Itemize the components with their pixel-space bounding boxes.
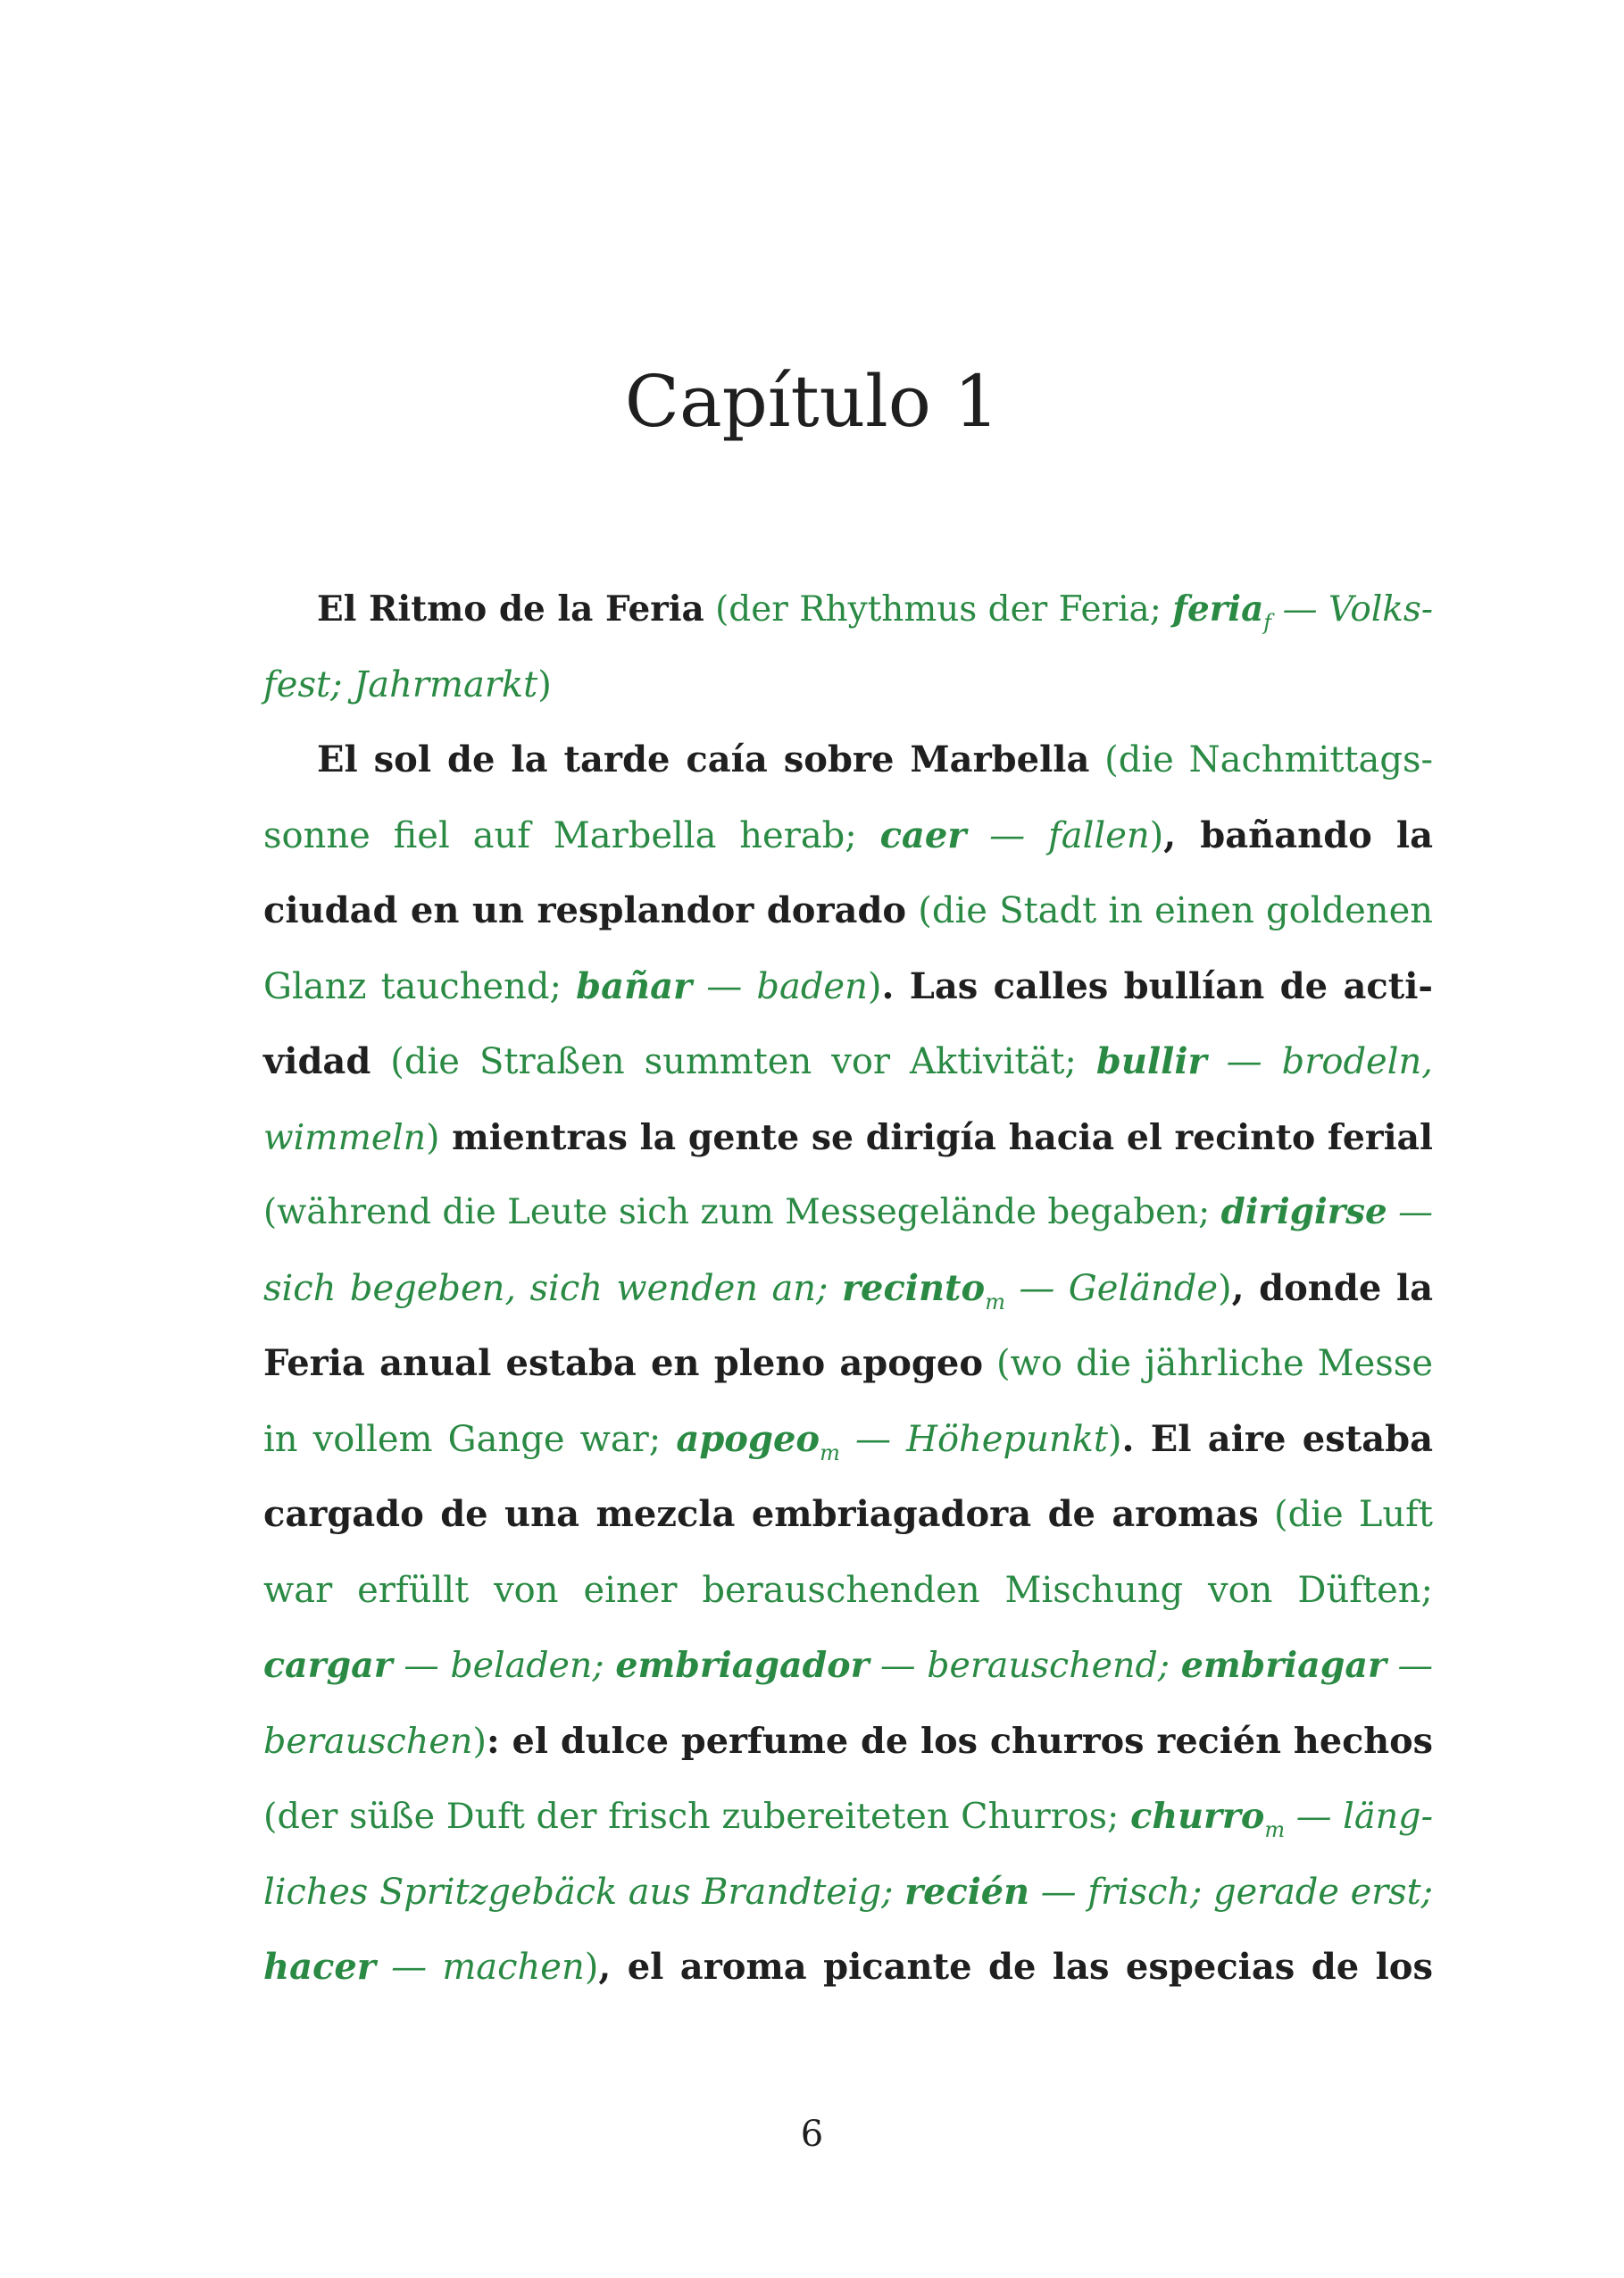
german-gloss-italic: — machen	[375, 1947, 585, 1988]
text-line	[263, 873, 1433, 949]
text-line	[263, 1175, 1433, 1251]
german-gloss: (die Stadt in einen goldenen	[906, 890, 1433, 931]
text-line	[263, 1855, 1433, 1931]
text-line	[263, 798, 1433, 874]
german-gloss: in vollem Gange war;	[263, 1418, 677, 1460]
text-line	[263, 1251, 1433, 1327]
german-gloss-italic: — Höhepunkt	[839, 1418, 1108, 1460]
spanish-text: vidad	[263, 1040, 371, 1082]
text-line	[263, 1553, 1433, 1629]
german-gloss-italic: — läng-	[1285, 1796, 1433, 1837]
gender-marker: m	[1264, 1817, 1286, 1842]
german-gloss-italic: wimmeln	[263, 1116, 427, 1158]
german-gloss: sonne fiel auf Marbella herab;	[263, 814, 880, 856]
german-gloss: war erfüllt von einer berauschenden Mischung von Düften;	[263, 1569, 1433, 1611]
page-number: 6	[800, 2114, 824, 2155]
text-line	[263, 1930, 1433, 2006]
text-line	[263, 722, 1433, 798]
spanish-text: El sol de la tarde caía sobre Marbella	[317, 738, 1090, 780]
german-gloss: )	[1149, 814, 1164, 856]
bilingual-text	[263, 572, 1433, 2006]
german-gloss-italic: — brodeln,	[1206, 1041, 1433, 1082]
german-gloss: )	[584, 1947, 599, 1988]
keyword: bullir	[1095, 1040, 1207, 1082]
german-gloss: (die Straßen summten vor Aktivität;	[371, 1041, 1096, 1082]
text-line	[263, 1024, 1433, 1100]
german-gloss-italic: — Gelände	[1004, 1267, 1219, 1309]
german-gloss-italic: — frisch; gerade erst;	[1029, 1871, 1433, 1913]
german-gloss: (der süße Duft der frisch zubereiteten Churros;	[263, 1796, 1131, 1837]
gender-marker: m	[820, 1439, 840, 1465]
german-gloss: (die Nachmittags-	[1089, 739, 1433, 780]
keyword: recinto	[841, 1266, 986, 1309]
spanish-text: cargado de una mezcla embriagadora de aromas	[263, 1493, 1259, 1535]
spanish-text: : el dulce perfume de los churros recién hechos	[486, 1720, 1433, 1762]
german-gloss-italic: berauschen	[263, 1720, 473, 1762]
text-line	[263, 1628, 1433, 1704]
keyword: embriagador	[615, 1645, 870, 1686]
keyword: apogeo	[676, 1417, 820, 1460]
german-gloss: )	[537, 663, 552, 705]
german-gloss: (der Rhythmus der Feria;	[704, 589, 1173, 630]
german-gloss: )	[867, 965, 882, 1007]
text-line	[263, 1704, 1433, 1780]
text-line	[263, 572, 1433, 647]
german-gloss-italic: — baden	[692, 965, 868, 1007]
german-gloss-italic: —	[1386, 1645, 1433, 1686]
keyword: recién	[904, 1871, 1030, 1913]
keyword: bañar	[576, 964, 693, 1007]
spanish-text: El Ritmo de la Feria	[317, 588, 704, 630]
german-gloss: Glanz tauchend;	[263, 965, 577, 1007]
german-gloss: )	[472, 1720, 487, 1762]
german-gloss: )	[1218, 1267, 1232, 1309]
german-gloss-italic: — Volks-	[1271, 589, 1434, 630]
spanish-text: , donde la	[1231, 1266, 1433, 1309]
spanish-text: mientras la gente se dirigía hacia el recinto ferial	[439, 1116, 1433, 1158]
keyword: cargar	[263, 1645, 393, 1686]
german-gloss: (die Luft	[1258, 1494, 1433, 1535]
spanish-text: , el aroma picante de las especias de los	[598, 1946, 1433, 1988]
text-line	[263, 1100, 1433, 1176]
keyword: embriagar	[1180, 1645, 1387, 1686]
keyword: feria	[1172, 588, 1264, 630]
keyword: hacer	[263, 1946, 376, 1988]
text-line	[263, 1326, 1433, 1402]
keyword: churro	[1130, 1796, 1265, 1837]
german-gloss-italic: sich begeben, sich wenden an;	[263, 1267, 842, 1309]
spanish-text: . El aire estaba	[1121, 1417, 1433, 1460]
spanish-text: . Las calles bullían de acti-	[881, 964, 1433, 1007]
text-line	[263, 949, 1433, 1025]
german-gloss: )	[426, 1116, 440, 1158]
spanish-text: , bañando la	[1163, 814, 1433, 856]
chapter-title: Capítulo 1	[624, 360, 1000, 443]
gender-marker: m	[985, 1289, 1005, 1314]
text-line	[263, 1477, 1433, 1553]
german-gloss-italic: — beladen;	[392, 1645, 616, 1686]
keyword: dirigirse	[1220, 1192, 1387, 1232]
german-gloss-italic: —	[1387, 1192, 1433, 1232]
gender-marker: f	[1263, 610, 1272, 635]
german-gloss: (wo die jährliche Messe	[983, 1343, 1433, 1384]
spanish-text: ciudad en un resplandor dorado	[263, 889, 907, 931]
text-line	[263, 647, 1433, 723]
german-gloss-italic: liches Spritzgebäck aus Brandteig;	[263, 1871, 905, 1913]
text-line	[263, 1402, 1433, 1478]
text-line	[263, 1779, 1433, 1855]
german-gloss-italic: fest; Jahrmarkt	[263, 663, 538, 705]
keyword: caer	[879, 814, 967, 856]
german-gloss: )	[1107, 1418, 1122, 1460]
german-gloss: (während die Leute sich zum Messegelände begaben;	[263, 1192, 1221, 1232]
german-gloss-italic: — fallen	[966, 814, 1150, 856]
spanish-text: Feria anual estaba en pleno apogeo	[263, 1342, 984, 1384]
german-gloss-italic: — berauschend;	[869, 1645, 1181, 1686]
